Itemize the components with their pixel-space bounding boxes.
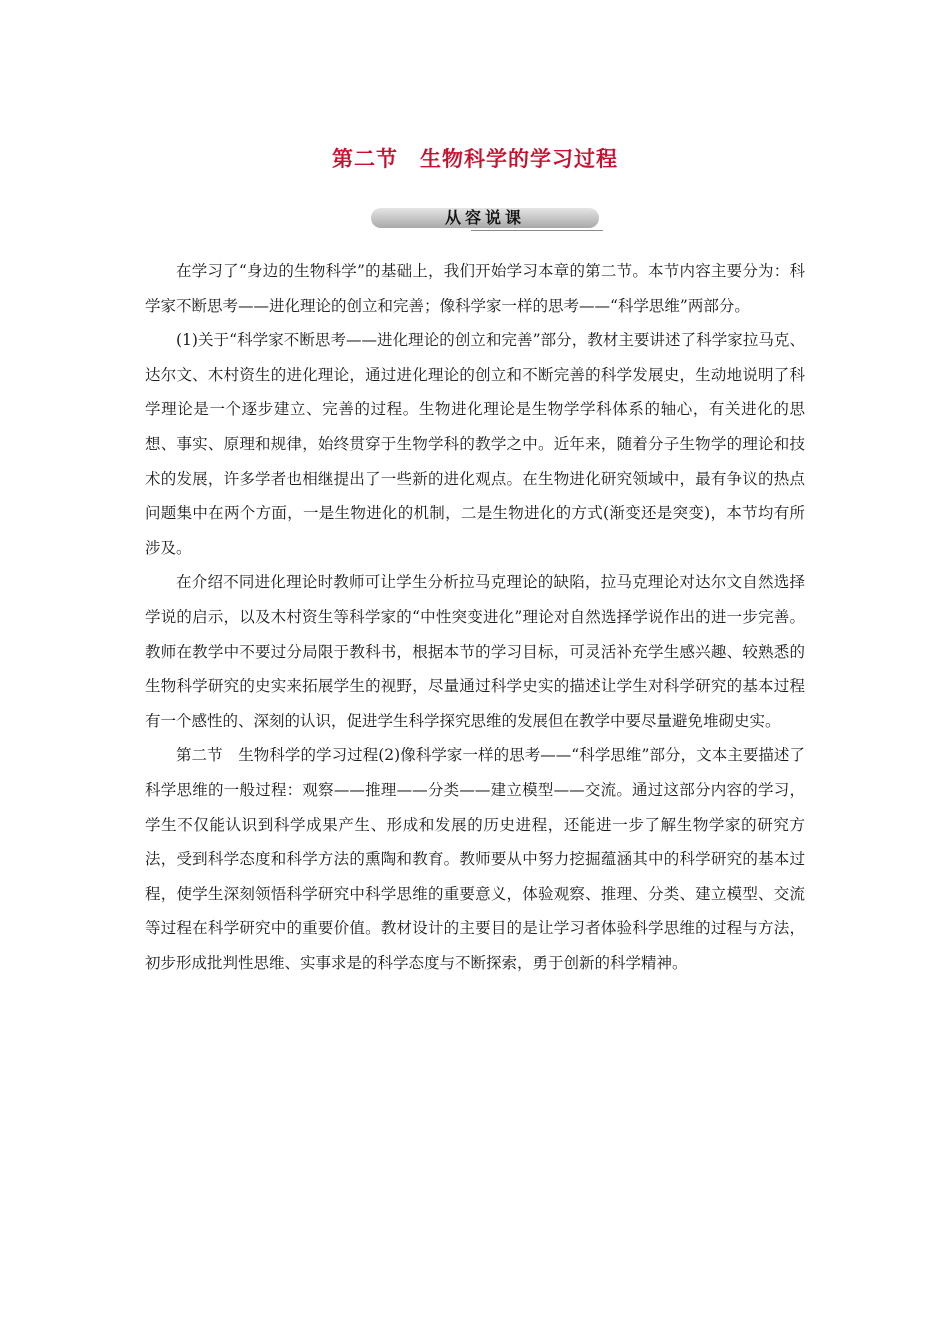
section-banner bbox=[371, 206, 603, 234]
page-title: 第二节 生物科学的学习过程 bbox=[332, 147, 618, 171]
section-banner-rule bbox=[471, 230, 603, 231]
body-text bbox=[145, 254, 805, 980]
section-label: 从容说课 bbox=[444, 208, 525, 227]
paragraph-part-2: 第二节 生物科学的学习过程(2)像科学家一样的思考——“科学思维”部分，文本主要描述了科学思维的一般过程：观察——推理——分类——建立模型——交流。通过这部分内容的学习，学生不仅能认识到科学成果产生、形成和发展的历史进程，还能进一步了解生物学家的研究方法，受到科学态度和科学方法的熏陶和教育。教师要从中努力挖掘蕴涵其中的科学研究的基本过程，使学生深刻领悟科学研究中科学思维的重要意义，体验观察、推理、分类、建立模型、交流等过程在科学研究中的重要价值。教材设计的主要目的是让学习者体验科学思维的过程与方法，初步形成批判性思维、实事求是的科学态度与不断探索，勇于创新的科学精神。 bbox=[145, 746, 805, 972]
paragraph-intro: 在学习了“身边的生物科学”的基础上，我们开始学习本章的第二节。本节内容主要分为：科学家不断思考——进化理论的创立和完善；像科学家一样的思考——“科学思维”两部分。 bbox=[145, 262, 805, 315]
paragraph-part-1: (1)关于“科学家不断思考——进化理论的创立和完善”部分，教材主要讲述了科学家拉马克、达尔文、木村资生的进化理论，通过进化理论的创立和不断完善的科学发展史，生动地说明了科学理论是一个逐步建立、完善的过程。生物进化理论是生物学学科体系的轴心，有关进化的思想、事实、原理和规律，始终贯穿于生物学科的教学之中。近年来，随着分子生物学的理论和技术的发展，许多学者也相继提出了一些新的进化观点。在生物进化研究领域中，最有争议的热点问题集中在两个方面，一是生物进化的机制，二是生物进化的方式(渐变还是突变)，本节均有所涉及。 bbox=[145, 331, 805, 557]
paragraph-teaching-note: 在介绍不同进化理论时教师可让学生分析拉马克理论的缺陷，拉马克理论对达尔文自然选择学说的启示，以及木村资生等科学家的“中性突变进化”理论对自然选择学说作出的进一步完善。教师在教学中不要过分局限于教科书，根据本节的学习目标，可灵活补充学生感兴趣、较熟悉的生物科学研究的史实来拓展学生的视野，尽量通过科学史实的描述让学生对科学研究的基本过程有一个感性的、深刻的认识，促进学生科学探究思维的发展但在教学中要尽量避免堆砌史实。 bbox=[145, 573, 805, 730]
